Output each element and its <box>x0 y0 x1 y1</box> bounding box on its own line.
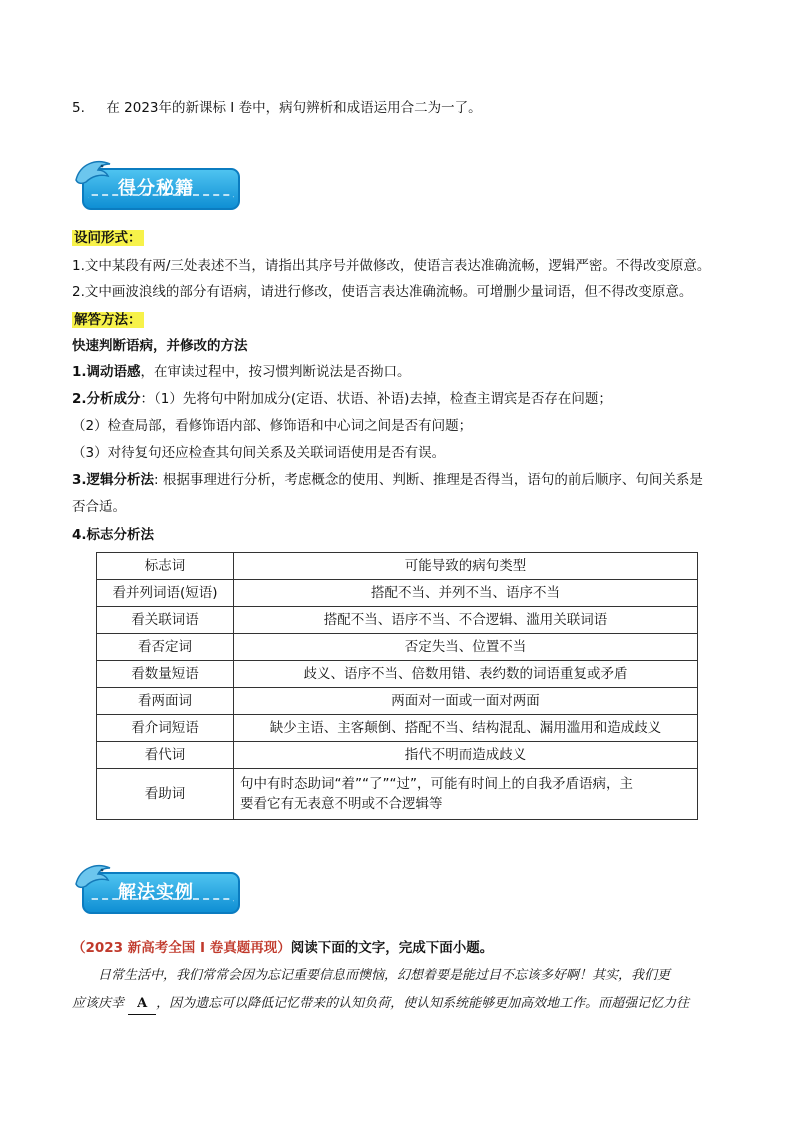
example-source: （2023 新高考全国 I 卷真题再现）阅读下面的文字，完成下面小题。 <box>72 940 494 956</box>
banner-title: 解法实例 <box>118 882 194 903</box>
table-header: 标志词 <box>97 553 234 580</box>
passage-line-1: 日常生活中，我们常常会因为忘记重要信息而懊恼，幻想着要是能过目不忘该多好啊！其实，我们更 <box>98 968 671 983</box>
table-row: 看数量短语 歧义、语序不当、倍数用错、表约数的词语重复或矛盾 <box>97 661 698 688</box>
table-row: 看代词 指代不明而造成歧义 <box>97 742 698 769</box>
note-text: 在 2023年的新课标 I 卷中，病句辨析和成语运用合二为一了。 <box>106 100 482 116</box>
table-header: 可能导致的病句类型 <box>234 553 698 580</box>
table-header-row <box>97 553 698 580</box>
score-tips-banner <box>72 154 242 218</box>
answer-method-subheading: 快速判断语病，并修改的方法 <box>72 338 248 354</box>
method-3: 3.逻辑分析法: 根据事理进行分析，考虑概念的使用、判断、推理是否得当，语句的前后顺序、句间关系是 <box>72 472 703 488</box>
answer-method-heading: 解答方法： <box>74 312 142 328</box>
banner-title: 得分秘籍 <box>118 178 194 199</box>
question-form-heading: 设问形式： <box>74 230 142 246</box>
table-row: 看介词短语 缺少主语、主客颠倒、搭配不当、结构混乱、漏用滥用和造成歧义 <box>97 715 698 742</box>
method-3-cont: 否合适。 <box>72 499 126 515</box>
question-form-item-2: 2.文中画波浪线的部分有语病，请进行修改，使语言表达准确流畅。可增删少量词语，但不得改变原意。 <box>72 284 693 300</box>
table-row: 看关联词语 搭配不当、语序不当、不合逻辑、滥用关联词语 <box>97 607 698 634</box>
table-row: 看助词 句中有时态助词“着”“了”“过”，可能有时间上的自我矛盾语病，主 要看它有无表意不明或不合逻辑等 <box>97 769 698 820</box>
method-4: 4.标志分析法 <box>72 527 155 543</box>
method-2: 2.分析成分：（1）先将句中附加成分(定语、状语、补语)去掉，检查主谓宾是否存在问题； <box>72 391 612 407</box>
table-row: 看并列词语(短语) 搭配不当、并列不当、语序不当 <box>97 580 698 607</box>
note-number: 5. <box>72 100 85 116</box>
table-row: 看否定词 否定失当、位置不当 <box>97 634 698 661</box>
dolphin-icon <box>72 154 116 194</box>
method-2b: （2）检查局部，看修饰语内部、修饰语和中心词之间是否有问题； <box>72 418 473 434</box>
method-2c: （3）对待复句还应检查其句间关系及关联词语使用是否有误。 <box>72 445 446 461</box>
table-row: 看两面词 两面对一面或一面对两面 <box>97 688 698 715</box>
top-note <box>72 98 732 118</box>
dolphin-icon <box>72 858 116 898</box>
example-banner <box>72 858 242 922</box>
method-1: 1.调动语感，在审读过程中，按习惯判断说法是否拗口。 <box>72 364 411 380</box>
indicator-table <box>96 552 698 820</box>
answer-blank: A <box>128 994 156 1015</box>
passage-line-2: 应该庆幸 A ，因为遗忘可以降低记忆带来的认知负荷，使认知系统能够更加高效地工作。而超强记忆力往 <box>72 994 732 1015</box>
question-form-item-1: 1.文中某段有两/三处表述不当，请指出其序号并做修改，使语言表达准确流畅，逻辑严密。不得改变原意。 <box>72 258 711 274</box>
